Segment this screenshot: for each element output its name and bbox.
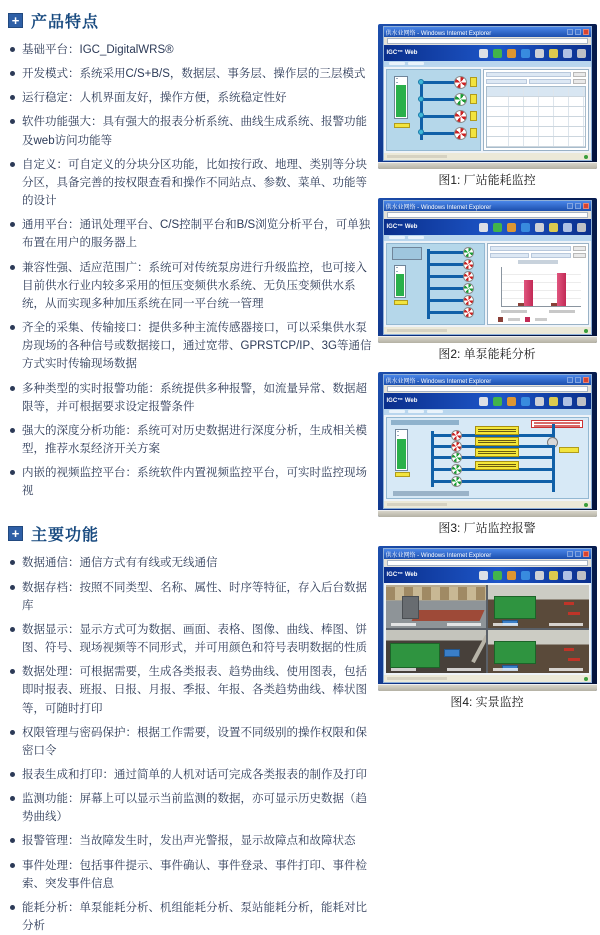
tank-label-tag — [394, 123, 410, 128]
nav-tab — [389, 236, 405, 239]
cabinet — [402, 596, 419, 619]
bullet-dot-icon — [10, 627, 15, 632]
status-bar — [384, 675, 591, 682]
form-field — [490, 253, 529, 258]
alarm-tag — [475, 437, 519, 446]
form-button — [573, 246, 586, 251]
toolbar-icons — [479, 397, 588, 406]
address-field — [387, 560, 588, 566]
function-item — [10, 857, 372, 893]
address-field — [387, 38, 588, 44]
table-row — [487, 127, 585, 137]
content-area — [384, 241, 591, 327]
green-pump-unit — [390, 643, 440, 668]
camera-view-pump-room-1 — [488, 585, 589, 628]
internet-status-icon — [584, 503, 588, 507]
toolbar-icon — [507, 49, 516, 58]
pump-fan-icon-green — [463, 247, 474, 258]
table-row — [487, 107, 585, 117]
maximize-icon — [575, 551, 581, 557]
minimize-icon — [567, 377, 573, 383]
window-title: 供水业网络 - Windows Internet Explorer — [385, 204, 492, 211]
green-pump-unit — [494, 641, 536, 663]
screenshot-live-monitoring — [378, 546, 597, 691]
timestamp-overlay — [391, 623, 481, 626]
app-logo: IGC™ Web — [386, 50, 418, 56]
query-form-row — [486, 72, 586, 77]
toolbar-icon — [577, 571, 586, 580]
carpet — [411, 610, 484, 621]
form-button — [573, 79, 586, 84]
nav-tab — [408, 236, 424, 239]
function-text: 数据处理：可根据需要，生成各类报表、趋势曲线、使用图表，包括即时报表、班报、日报、月报、季报、年报、各类趋势曲线、棒状图等，可随时打印 — [22, 666, 367, 715]
window-titlebar — [384, 201, 591, 211]
app-logo: IGC™ Web — [386, 224, 418, 230]
function-text: 事件处理：包括事件提示、事件确认、事件登录、事件打印、事件检索、突发事件信息 — [22, 859, 367, 890]
green-pump-unit — [494, 596, 536, 618]
internet-status-icon — [584, 677, 588, 681]
tank-gauge — [394, 76, 408, 119]
feature-item — [10, 380, 372, 416]
railing — [471, 635, 486, 663]
function-item — [10, 579, 372, 615]
feature-text: 基础平台：IGC_DigitalWRS® — [22, 44, 174, 56]
feature-text: 多种类型的实时报警功能：系统提供多种报警，如流量异常、数据超限等，并可根据要求设定报警条件 — [22, 382, 367, 413]
toolbar-icon — [479, 397, 488, 406]
figure-2 — [378, 198, 597, 362]
app-banner — [384, 393, 591, 409]
bullet-dot-icon — [10, 428, 15, 433]
feature-text: 强大的深度分析功能：系统可对历史数据进行深度分析，生成相关模型，推荐水泵经济开关方案 — [22, 424, 367, 455]
toolbar-icons — [479, 49, 588, 58]
nav-tab — [427, 410, 443, 413]
desktop-background — [378, 24, 597, 169]
minimize-icon — [567, 29, 573, 35]
nav-tab — [408, 410, 424, 413]
tank-gauge — [395, 429, 408, 471]
address-bar — [384, 37, 591, 45]
browser-window — [383, 26, 592, 161]
pump-tag — [470, 77, 477, 87]
function-text: 报表生成和打印：通过简单的人机对话可完成各类报表的制作及打印 — [22, 769, 367, 781]
bullet-dot-icon — [10, 265, 15, 270]
camera-view-control-room — [386, 585, 487, 628]
reservoir — [392, 247, 421, 260]
pump-fan-icon-green — [451, 464, 462, 475]
camera-grid — [386, 585, 589, 673]
window-title: 供水业网络 - Windows Internet Explorer — [385, 30, 492, 37]
content-area — [384, 67, 591, 153]
browser-window — [383, 374, 592, 509]
toolbar-icon — [563, 223, 572, 232]
toolbar-icon — [549, 571, 558, 580]
legend-text-bar — [508, 318, 520, 321]
window-titlebar — [384, 27, 591, 37]
energy-table — [486, 86, 586, 148]
address-field — [387, 212, 588, 218]
pump-station-diagram — [386, 243, 485, 325]
toolbar-icon — [493, 223, 502, 232]
plus-square-icon: + — [8, 13, 23, 28]
alarm-tag — [475, 448, 519, 457]
bullet-dot-icon — [10, 772, 15, 777]
function-item — [10, 663, 372, 717]
timestamp-overlay — [391, 668, 481, 671]
section-title: 产品特点 — [31, 14, 100, 31]
alarm-tag — [475, 426, 519, 435]
toolbar-icon — [563, 571, 572, 580]
valve-icon — [418, 96, 424, 102]
maximize-icon — [575, 29, 581, 35]
legend-swatch — [525, 317, 530, 322]
pump-fan-icon-red — [463, 295, 474, 306]
function-item — [10, 724, 372, 760]
pump-fan-icon-red — [454, 76, 467, 89]
feature-text: 自定义：可自定义的分块分区功能，比如按行政、地理、类别等分块分区，具备完善的按权限查看和操作不同站点、参数、菜单、功能等的设计 — [22, 158, 367, 208]
valve-icon — [418, 79, 424, 85]
toolbar-icon — [535, 49, 544, 58]
function-item — [10, 621, 372, 657]
bar-group2-small — [551, 303, 557, 306]
blue-pump — [444, 649, 460, 657]
bullet-dot-icon — [10, 730, 15, 735]
close-icon — [583, 377, 589, 383]
section-header-main-functions — [8, 522, 372, 545]
x-label — [549, 310, 575, 313]
form-field — [486, 72, 571, 77]
nav-tab — [389, 62, 405, 65]
feature-text: 通用平台：通讯处理平台、C/S控制平台和B/S浏览分析平台，可单独布置在用户的服务器上 — [22, 219, 371, 250]
table-row — [487, 137, 585, 147]
chart-legend — [490, 316, 586, 322]
feature-item — [10, 422, 372, 458]
taskbar — [378, 162, 597, 169]
red-equipment — [568, 658, 580, 661]
function-text: 权限管理与密码保护：根据工作需要，设置不同级别的操作权限和保密口令 — [22, 726, 367, 757]
taskbar — [378, 336, 597, 343]
toolbar-icon — [535, 223, 544, 232]
toolbar-icon — [493, 571, 502, 580]
energy-bar-chart — [501, 267, 581, 307]
form-field — [531, 253, 570, 258]
taskbar — [378, 684, 597, 691]
red-equipment — [564, 648, 574, 651]
screenshot-station-alarm — [378, 372, 597, 517]
toolbar-icon — [549, 49, 558, 58]
taskbar — [378, 510, 597, 517]
address-bar — [384, 211, 591, 219]
toolbar-icon — [535, 571, 544, 580]
function-text: 数据通信：通信方式有有线或无线通信 — [22, 557, 218, 570]
function-item — [10, 766, 372, 784]
toolbar-icon — [549, 223, 558, 232]
feature-item — [10, 259, 372, 313]
toolbar-icon — [577, 223, 586, 232]
window-titlebar — [384, 375, 591, 385]
bullet-dot-icon — [10, 71, 15, 76]
minimize-icon — [567, 551, 573, 557]
feature-item — [10, 89, 372, 107]
figure-1 — [378, 24, 597, 188]
function-text: 监测功能：屏幕上可以显示当前监测的数据，亦可显示历史数据（趋势曲线） — [22, 793, 367, 824]
pump-tag — [470, 128, 477, 138]
chart-title-bar — [518, 260, 558, 264]
section-title: 主要功能 — [31, 527, 100, 545]
figure-caption: 图1: 厂站能耗监控 — [438, 173, 536, 187]
toolbar-icon — [521, 223, 530, 232]
close-icon — [583, 551, 589, 557]
x-label — [501, 310, 527, 313]
bullet-dot-icon — [10, 325, 15, 330]
bullet-dot-icon — [10, 386, 15, 391]
maximize-icon — [575, 203, 581, 209]
close-icon — [583, 29, 589, 35]
feature-text: 开发模式：系统采用C/S+B/S，数据层、事务层、操作层的三层模式 — [22, 68, 366, 81]
bar-group1-small — [518, 303, 524, 306]
timestamp-overlay — [493, 668, 583, 671]
toolbar-icon — [521, 49, 530, 58]
feature-text: 内嵌的视频监控平台：系统软件内置视频监控平台，可实时监控现场视 — [22, 467, 367, 498]
form-field — [486, 79, 527, 84]
status-segment — [387, 503, 447, 506]
toolbar-icon — [507, 571, 516, 580]
toolbar-icon — [549, 397, 558, 406]
query-form-row — [490, 253, 586, 258]
toolbar-icon — [479, 49, 488, 58]
figure-3 — [378, 372, 597, 536]
close-icon — [583, 203, 589, 209]
camera-view-pump-room-3 — [488, 630, 589, 673]
bullet-dot-icon — [10, 838, 15, 843]
status-bar — [384, 501, 591, 508]
toolbar-icon — [577, 49, 586, 58]
screenshot-plant-energy-monitor — [378, 24, 597, 169]
pump-fan-icon-red — [463, 259, 474, 270]
pump-fan-icon-red — [451, 441, 462, 452]
tank-gauge — [394, 265, 406, 299]
desktop-background — [378, 546, 597, 691]
content-area — [384, 583, 591, 675]
table-row — [487, 117, 585, 127]
content-area — [384, 415, 591, 501]
alarm-tag — [475, 461, 519, 470]
pump-fan-icon-green — [463, 283, 474, 294]
toolbar-icon — [577, 397, 586, 406]
toolbar-icons — [479, 223, 588, 232]
figure-caption: 图2: 单泵能耗分析 — [438, 347, 536, 361]
pump-fan-icon-red — [454, 110, 467, 123]
app-logo: IGC™ Web — [386, 398, 418, 404]
legend-text-bar — [535, 318, 547, 321]
bullet-dot-icon — [10, 47, 15, 52]
toolbar-icon — [535, 397, 544, 406]
tank-level — [397, 439, 406, 469]
desktop-background — [378, 372, 597, 517]
internet-status-icon — [584, 155, 588, 159]
bar-group2-big — [557, 273, 566, 306]
pump-fan-icon-red — [454, 127, 467, 140]
toolbar-icons — [479, 571, 588, 580]
figure-caption: 图4: 实景监控 — [450, 695, 524, 709]
pump-fan-icon-red — [451, 430, 462, 441]
x-axis-labels — [490, 310, 586, 314]
maximize-icon — [575, 377, 581, 383]
toolbar-icon — [507, 397, 516, 406]
timestamp-overlay — [493, 623, 583, 626]
toolbar-icon — [563, 397, 572, 406]
bullet-dot-icon — [10, 560, 15, 565]
window-title: 供水业网络 - Windows Internet Explorer — [385, 378, 492, 385]
app-banner — [384, 567, 591, 583]
minimize-icon — [567, 203, 573, 209]
feature-text: 软件功能强大：具有强大的报表分析系统、曲线生成系统、报警功能及web访问功能等 — [22, 116, 367, 147]
pump-fan-icon-green — [454, 93, 467, 106]
bullet-dot-icon — [10, 863, 15, 868]
query-form-row — [486, 79, 586, 84]
toolbar-icon — [563, 49, 572, 58]
tank-level — [396, 85, 406, 117]
energy-data-panel — [483, 69, 589, 151]
app-banner — [384, 219, 591, 235]
feature-item — [10, 216, 372, 252]
main-pipe — [427, 249, 430, 319]
bullet-dot-icon — [10, 905, 15, 910]
control-panels — [386, 587, 487, 600]
form-button — [573, 72, 586, 77]
query-form-row — [490, 246, 586, 251]
function-item — [10, 790, 372, 826]
function-item — [10, 554, 372, 572]
bullet-dot-icon — [10, 162, 15, 167]
feature-item — [10, 464, 372, 500]
tank-level — [396, 274, 404, 296]
toolbar-icon — [493, 49, 502, 58]
table-row — [487, 97, 585, 107]
figure-caption: 图3: 厂站监控报警 — [438, 521, 536, 535]
status-segment — [387, 155, 447, 158]
feature-item — [10, 65, 372, 83]
internet-status-icon — [584, 329, 588, 333]
energy-chart-panel — [487, 243, 589, 325]
feature-text: 齐全的采集、传输接口：提供多种主流传感器接口，可以采集供水泵房现场的各种信号或数据接口，通过宽带、GPRSTCP/IP、3G等通信方式实时传输现场数据 — [22, 322, 372, 371]
function-text: 报警管理：当故障发生时，发出声光警报，显示故障点和故障状态 — [22, 835, 356, 848]
camera-view-pump-room-2 — [386, 630, 487, 673]
form-button — [573, 253, 586, 258]
legend-swatch — [498, 317, 503, 322]
feature-item — [10, 319, 372, 373]
window-title: 供水业网络 - Windows Internet Explorer — [385, 552, 492, 559]
toolbar-icon — [479, 571, 488, 580]
pump-fan-icon-green — [451, 452, 462, 463]
red-equipment — [568, 612, 580, 615]
figure-column — [374, 0, 600, 723]
toolbar-icon — [493, 397, 502, 406]
figure-4 — [378, 546, 597, 710]
feature-list — [8, 41, 372, 500]
bullet-dot-icon — [10, 796, 15, 801]
form-field — [529, 79, 570, 84]
toolbar-icon — [521, 571, 530, 580]
diagram-title-bar — [391, 420, 459, 425]
address-field — [387, 386, 588, 392]
function-item — [10, 832, 372, 850]
tank-label-tag — [395, 472, 410, 477]
bullet-dot-icon — [10, 669, 15, 674]
section-header-product-features — [8, 9, 372, 32]
feature-text: 运行稳定：人机界面友好，操作方便，系统稳定性好 — [22, 92, 287, 105]
alarm-diagram — [386, 417, 589, 499]
bullet-dot-icon — [10, 119, 15, 124]
toolbar-icon — [507, 223, 516, 232]
function-text: 数据显示：显示方式可为数据、画面、表格、图像、曲线、棒图、饼图、符号、现场视频等不同形式，并可用颜色和符号表明数据的性质 — [22, 623, 367, 655]
pump-tag — [470, 94, 477, 104]
alarm-summary-box — [531, 420, 583, 428]
pump-station-diagram — [386, 69, 481, 151]
app-banner — [384, 45, 591, 61]
function-list — [8, 554, 372, 935]
address-bar — [384, 385, 591, 393]
feature-item — [10, 113, 372, 149]
plus-square-icon: + — [8, 526, 23, 541]
app-logo: IGC™ Web — [386, 572, 418, 578]
desktop-background — [378, 198, 597, 343]
pump-tag — [470, 111, 477, 121]
function-item — [10, 899, 372, 935]
status-bar — [384, 153, 591, 160]
status-segment — [387, 329, 447, 332]
feature-text: 兼容性强、适应范围广：系统可对传统泵房进行升级监控，也可接入目前供水行业内较多采用的恒压变频供水系统、无负压变频供水系统，从而实现多种加压系统在同一平台统一管理 — [22, 261, 367, 310]
browser-window — [383, 548, 592, 683]
nav-tab — [389, 410, 405, 413]
table-header-row — [487, 87, 585, 97]
feature-item — [10, 156, 372, 210]
lower-section-label — [393, 491, 469, 496]
bullet-dot-icon — [10, 95, 15, 100]
address-bar — [384, 559, 591, 567]
bullet-dot-icon — [10, 585, 15, 590]
pipe — [431, 480, 556, 483]
toolbar-icon — [479, 223, 488, 232]
bullet-dot-icon — [10, 470, 15, 475]
status-bar — [384, 327, 591, 334]
bar-group1-big — [524, 280, 533, 306]
feature-item — [10, 41, 372, 59]
window-titlebar — [384, 549, 591, 559]
alarm-tag — [559, 447, 579, 453]
pump-fan-icon-red — [463, 307, 474, 318]
red-equipment — [564, 602, 574, 605]
screenshot-pump-energy-analysis — [378, 198, 597, 343]
status-segment — [387, 677, 447, 680]
function-text: 数据存档：按照不同类型、名称、属性、时序等特征，存入后台数据库 — [22, 581, 367, 612]
bullet-dot-icon — [10, 222, 15, 227]
toolbar-icon — [521, 397, 530, 406]
pump-fan-icon-red — [463, 271, 474, 282]
nav-tab — [408, 62, 424, 65]
tank-label-tag — [394, 300, 408, 305]
function-text: 能耗分析：单泵能耗分析、机组能耗分析、泵站能耗分析，能耗对比分析 — [22, 901, 367, 933]
browser-window — [383, 200, 592, 335]
form-field — [490, 246, 571, 251]
pump-fan-icon-green — [451, 476, 462, 487]
